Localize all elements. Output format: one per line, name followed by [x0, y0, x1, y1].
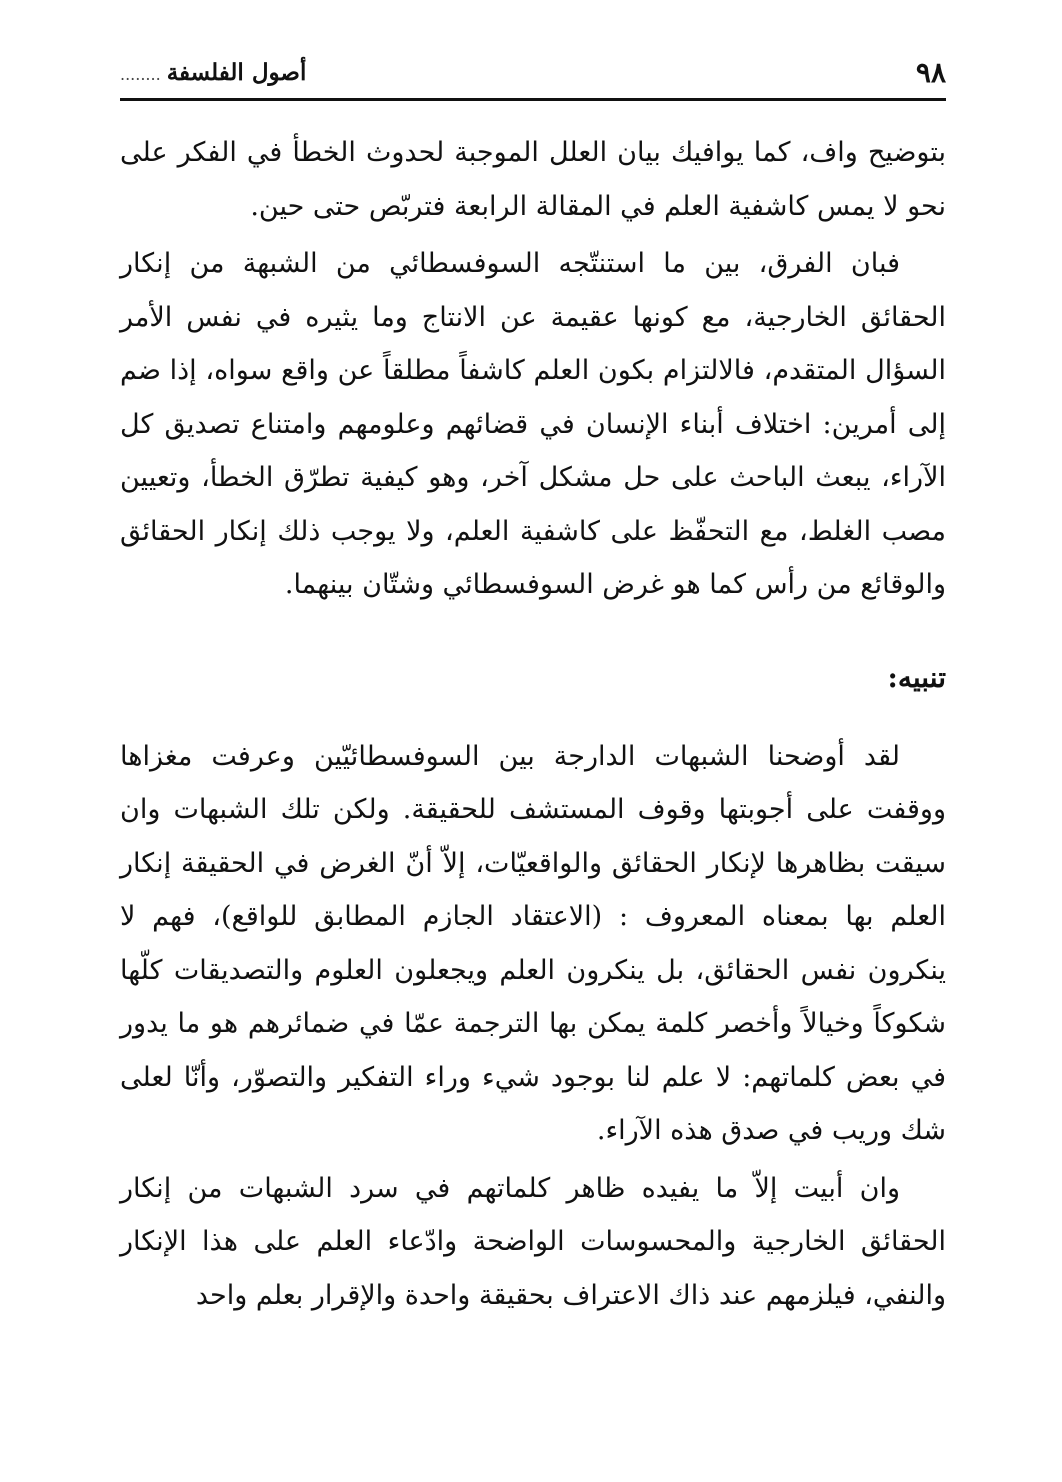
paragraph-note-2: وان أبيت إلاّ ما يفيده ظاهر كلماتهم في سرد الشبهات من إنكار الحقائق الخارجية والمحسوسات الواضحة وادّعاء العلم على هذا الإنكار والنفي، فيلزمهم عند ذاك الاعتراف بحقيقة واحدة والإقرار بعلم واحد — [120, 1172, 946, 1311]
page-number: ٩٨ — [915, 56, 946, 89]
book-title — [120, 58, 306, 90]
running-header — [120, 52, 946, 96]
leader-dots: ........ — [120, 65, 161, 84]
paragraph-continuation: بتوضيح واف، كما يوافيك بيان العلل الموجبة لحدوث الخطأ في الفكر على نحو لا يمس كاشفية العلم في المقالة الرابعة فتربّص حتى حين. — [120, 137, 946, 222]
section-heading: تنبيه: — [887, 660, 946, 694]
paragraph-note-1: لقد أوضحنا الشبهات الدارجة بين السوفسطائيّين وعرفت مغزاها ووقفت على أجوبتها وقوف المستشف للحقيقة. ولكن تلك الشبهات وان سيقت بظاهرها لإنكار الحقائق والواقعيّات، إلاّ أنّ الغرض في الحقيقة إنكار العلم بها بمعناه المعروف : (الاعتقاد الجازم المطابق للواقع)، فهم لا ينكرون نفس الحقائق، بل ينكرون العلم ويجعلون العلوم والتصديقات كلّها شكوكاً وخيالاً وأخصر كلمة يمكن بها الترجمة عمّا في ضمائرهم هو ما يدور في بعض كلماتهم: لا علم لنا بوجود شيء وراء التفكير والتصوّر، وأنّا لعلى شك وريب في صدق هذه الآراء. — [120, 740, 946, 1146]
paragraph-difference: فبان الفرق، بين ما استنتّجه السوفسطائي من الشبهة من إنكار الحقائق الخارجية، مع كونها عقيمة عن الانتاج وما يثيره في نفس الأمر السؤال المتقدم، فالالتزام بكون العلم كاشفاً مطلقاً عن واقع سواه، إذا ضم إلى أمرين: اختلاف أبناء الإنسان في قضائهم وعلومهم وامتناع تصديق كل الآراء، يبعث الباحث على حل مشكل آخر، وهو كيفية تطرّق الخطأ، وتعيين مصب الغلط، مع التحفّظ على كاشفية العلم، ولا يوجب ذلك إنكار الحقائق والوقائع من رأس كما هو غرض السوفسطائي وشتّان بينهما. — [120, 248, 946, 600]
header-rule — [120, 98, 946, 101]
body-text — [120, 126, 946, 1322]
book-title-text: أصول الفلسفة — [166, 59, 307, 86]
